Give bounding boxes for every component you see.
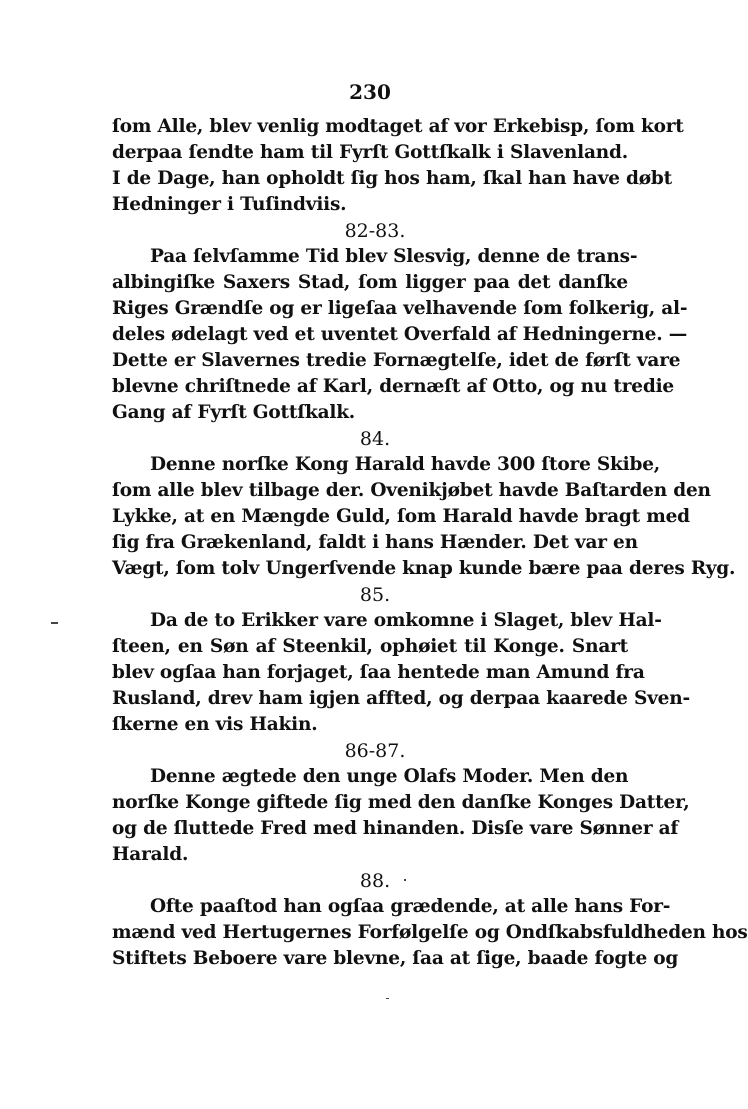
section-number: 82-83. bbox=[344, 220, 406, 242]
section-number: 84. bbox=[359, 428, 391, 450]
text-line: Vægt, ſom tolv Ungerſvende knap kunde bære paa deres Ryg. bbox=[112, 558, 736, 579]
text-line: ſom alle blev tilbage der. Ovenikjøbet havde Baſtarden den bbox=[112, 480, 711, 501]
section-number: 86-87. bbox=[344, 740, 406, 762]
section-number: 88. bbox=[359, 870, 391, 892]
text-line: ſkerne en vis Hakin. bbox=[112, 714, 318, 735]
text-line: Denne ægtede den unge Olafs Moder. Men den bbox=[150, 766, 629, 787]
paragraph bbox=[112, 244, 688, 426]
text-line: Hedninger i Tuſindviis. bbox=[112, 194, 347, 215]
text-line: og de ſluttede Fred med hinanden. Disſe vare Sønner af bbox=[112, 818, 679, 839]
text-line: blev ogſaa han forjaget, ſaa hentede man Amund fra bbox=[112, 662, 645, 683]
book-page bbox=[112, 78, 748, 972]
text-line: Da de to Erikker vare omkomne i Slaget, blev Hal- bbox=[150, 610, 662, 631]
text-line: Stiftets Beboere vare blevne, ſaa at ſige, baade fogte og bbox=[112, 948, 679, 969]
text-line: Paa ſelvſamme Tid blev Slesvig, denne de trans- bbox=[150, 246, 638, 267]
margin-mark bbox=[51, 622, 58, 624]
text-line: Denne norſke Kong Harald havde 300 ſtore Skibe, bbox=[150, 454, 661, 475]
text-line: I de Dage, han opholdt ſig hos ham, ſkal han have døbt bbox=[112, 168, 673, 189]
text-line: ſteen, en Søn af Steenkil, ophøiet til Konge. Snart bbox=[112, 636, 628, 657]
text-line: Rusland, drev ham igjen affted, og derpaa kaarede Sven- bbox=[112, 688, 690, 709]
text-line: mænd ved Hertugernes Forfølgelſe og Ondſkabsfuldheden hos bbox=[112, 922, 748, 943]
text-line: Ofte paaſtod han ogſaa grædende, at alle hans For- bbox=[150, 896, 671, 917]
text-line: derpaa ſendte ham til Fyrſt Gottſkalk i Slavenland. bbox=[112, 142, 628, 163]
text-line: Harald. bbox=[112, 844, 189, 865]
text-line: blevne chriſtnede af Karl, dernæſt af Otto, og nu tredie bbox=[112, 376, 674, 397]
text-line: Dette er Slavernes tredie Fornægtelſe, idet de førſt vare bbox=[112, 350, 681, 371]
page-number: 230 bbox=[349, 80, 391, 104]
text-line: deles ødelagt ved et uventet Overfald af Hedningerne. — bbox=[112, 324, 688, 345]
text-line: ſom Alle, blev venlig modtaget af vor Erkebisp, ſom kort bbox=[112, 116, 684, 137]
text-line: Lykke, at en Mængde Guld, ſom Harald havde bragt med bbox=[112, 506, 690, 527]
print-speck bbox=[404, 879, 406, 881]
paragraph bbox=[112, 452, 736, 582]
text-line: ſig fra Grækenland, faldt i hans Hænder. Det var en bbox=[112, 532, 638, 553]
text-line: Riges Grændſe og er ligeſaa velhavende ſom folkerig, al- bbox=[112, 298, 688, 319]
text-line: norſke Konge giftede ſig med den danſke Konges Datter, bbox=[112, 792, 690, 813]
text-line: albingiſke Saxers Stad, ſom ligger paa det danſke bbox=[112, 272, 628, 293]
paragraph bbox=[112, 114, 684, 218]
paragraph bbox=[112, 764, 690, 868]
text-body bbox=[112, 114, 748, 972]
print-speck bbox=[386, 998, 389, 999]
paragraph bbox=[112, 894, 748, 972]
section-number: 85. bbox=[359, 584, 391, 606]
paragraph bbox=[112, 608, 690, 738]
text-line: Gang af Fyrſt Gottſkalk. bbox=[112, 402, 356, 423]
